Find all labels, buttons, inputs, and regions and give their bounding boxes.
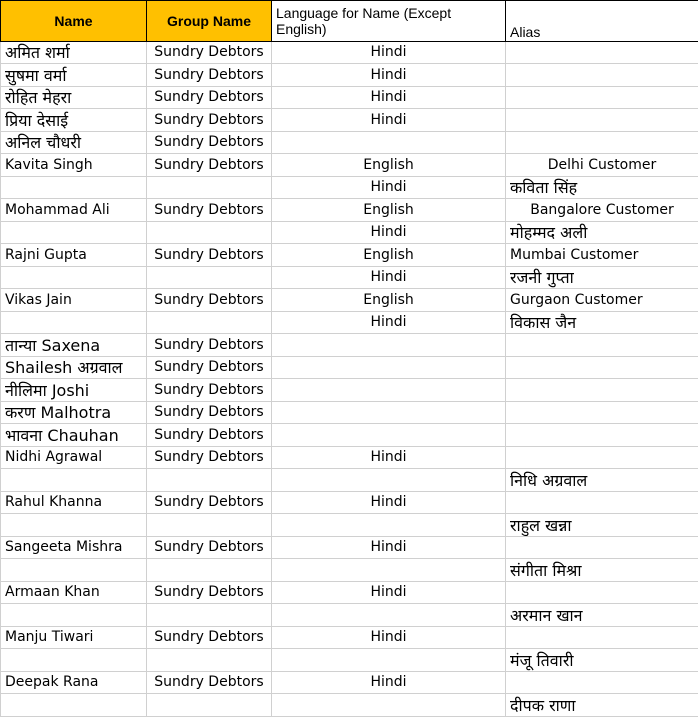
table-row (1, 132, 698, 154)
table-row (1, 177, 698, 199)
name-cell[interactable] (1, 559, 147, 582)
group-cell[interactable] (147, 469, 272, 492)
group-cell[interactable] (147, 177, 272, 199)
alias-cell[interactable] (506, 42, 698, 64)
table-row (1, 244, 698, 267)
language-cell[interactable] (272, 424, 506, 447)
table-row (1, 154, 698, 177)
table-row (1, 289, 698, 312)
table-row (1, 379, 698, 402)
alias-cell[interactable] (506, 627, 698, 649)
table-row (1, 672, 698, 694)
table-row (1, 334, 698, 357)
name-cell[interactable]: करण Malhotra (1, 402, 147, 424)
alias-cell[interactable]: रजनी गुप्ता (506, 267, 698, 289)
name-cell[interactable]: Sangeeta Mishra (1, 537, 147, 559)
alias-cell[interactable]: Gurgaon Customer (506, 289, 698, 312)
name-cell[interactable]: Manju Tiwari (1, 627, 147, 649)
name-cell[interactable]: सुषमा वर्मा (1, 64, 147, 87)
alias-cell[interactable]: मंजू तिवारी (506, 649, 698, 672)
alias-cell[interactable] (506, 492, 698, 514)
group-cell[interactable]: Sundry Debtors (147, 627, 272, 649)
table-row (1, 42, 698, 64)
alias-cell[interactable] (506, 87, 698, 109)
language-cell[interactable]: Hindi (272, 177, 506, 199)
group-cell[interactable] (147, 559, 272, 582)
group-cell[interactable] (147, 604, 272, 627)
group-cell[interactable] (147, 267, 272, 289)
group-cell[interactable]: Sundry Debtors (147, 537, 272, 559)
alias-cell[interactable]: Mumbai Customer (506, 244, 698, 267)
table-row (1, 447, 698, 469)
name-cell[interactable]: Nidhi Agrawal (1, 447, 147, 469)
alias-cell[interactable] (506, 132, 698, 154)
language-cell[interactable] (272, 334, 506, 357)
alias-cell[interactable] (506, 64, 698, 87)
alias-cell[interactable] (506, 447, 698, 469)
language-cell[interactable]: Hindi (272, 447, 506, 469)
header-alias[interactable]: Alias (506, 1, 698, 42)
name-cell[interactable]: Vikas Jain (1, 289, 147, 312)
language-cell[interactable]: Hindi (272, 109, 506, 132)
table-row (1, 649, 698, 672)
name-cell[interactable] (1, 267, 147, 289)
language-cell[interactable]: Hindi (272, 267, 506, 289)
table-row (1, 604, 698, 627)
name-cell[interactable] (1, 649, 147, 672)
name-cell[interactable] (1, 694, 147, 717)
group-cell[interactable] (147, 694, 272, 717)
language-cell[interactable]: Hindi (272, 42, 506, 64)
language-cell[interactable]: English (272, 154, 506, 177)
group-cell[interactable] (147, 312, 272, 334)
language-cell[interactable]: Hindi (272, 582, 506, 604)
alias-cell[interactable]: विकास जैन (506, 312, 698, 334)
table-row (1, 559, 698, 582)
name-cell[interactable]: अनिल चौधरी (1, 132, 147, 154)
header-row (1, 1, 698, 42)
language-cell[interactable] (272, 694, 506, 717)
alias-cell[interactable]: कविता सिंह (506, 177, 698, 199)
name-cell[interactable]: तान्या Saxena (1, 334, 147, 357)
language-cell[interactable]: Hindi (272, 87, 506, 109)
group-cell[interactable]: Sundry Debtors (147, 357, 272, 379)
table-row (1, 199, 698, 222)
name-cell[interactable]: Kavita Singh (1, 154, 147, 177)
group-cell[interactable]: Sundry Debtors (147, 289, 272, 312)
table-row (1, 424, 698, 447)
table-row (1, 627, 698, 649)
language-cell[interactable] (272, 132, 506, 154)
alias-cell[interactable]: संगीता मिश्रा (506, 559, 698, 582)
name-cell[interactable] (1, 222, 147, 244)
table-row (1, 694, 698, 717)
group-cell[interactable]: Sundry Debtors (147, 42, 272, 64)
alias-cell[interactable] (506, 672, 698, 694)
alias-cell[interactable]: Delhi Customer (506, 154, 698, 177)
alias-cell[interactable]: मोहम्मद अली (506, 222, 698, 244)
group-cell[interactable] (147, 222, 272, 244)
name-cell[interactable]: Mohammad Ali (1, 199, 147, 222)
language-cell[interactable]: Hindi (272, 222, 506, 244)
name-cell[interactable] (1, 312, 147, 334)
group-cell[interactable]: Sundry Debtors (147, 132, 272, 154)
table-row (1, 492, 698, 514)
group-cell[interactable]: Sundry Debtors (147, 64, 272, 87)
language-cell[interactable]: Hindi (272, 537, 506, 559)
name-cell[interactable] (1, 469, 147, 492)
alias-cell[interactable]: Bangalore Customer (506, 199, 698, 222)
name-cell[interactable]: Deepak Rana (1, 672, 147, 694)
sheet-body (1, 42, 698, 717)
group-cell[interactable]: Sundry Debtors (147, 492, 272, 514)
name-cell[interactable]: प्रिया देसाई (1, 109, 147, 132)
language-cell[interactable] (272, 604, 506, 627)
table-row (1, 357, 698, 379)
alias-cell[interactable] (506, 334, 698, 357)
group-cell[interactable]: Sundry Debtors (147, 109, 272, 132)
language-cell[interactable] (272, 559, 506, 582)
alias-cell[interactable]: राहुल खन्ना (506, 514, 698, 537)
name-cell[interactable]: Rahul Khanna (1, 492, 147, 514)
language-cell[interactable] (272, 379, 506, 402)
name-cell[interactable] (1, 514, 147, 537)
alias-cell[interactable] (506, 424, 698, 447)
table-row (1, 514, 698, 537)
name-cell[interactable]: नीलिमा Joshi (1, 379, 147, 402)
alias-cell[interactable]: दीपक राणा (506, 694, 698, 717)
language-cell[interactable] (272, 469, 506, 492)
group-cell[interactable] (147, 514, 272, 537)
language-cell[interactable]: Hindi (272, 312, 506, 334)
alias-cell[interactable] (506, 537, 698, 559)
alias-cell[interactable] (506, 379, 698, 402)
group-cell[interactable]: Sundry Debtors (147, 87, 272, 109)
group-cell[interactable]: Sundry Debtors (147, 154, 272, 177)
group-cell[interactable]: Sundry Debtors (147, 424, 272, 447)
name-cell[interactable]: Rajni Gupta (1, 244, 147, 267)
language-cell[interactable]: Hindi (272, 492, 506, 514)
table-row (1, 582, 698, 604)
language-cell[interactable]: Hindi (272, 627, 506, 649)
table-row (1, 312, 698, 334)
group-cell[interactable]: Sundry Debtors (147, 582, 272, 604)
alias-cell[interactable] (506, 402, 698, 424)
group-cell[interactable]: Sundry Debtors (147, 379, 272, 402)
language-cell[interactable] (272, 402, 506, 424)
alias-cell[interactable] (506, 109, 698, 132)
group-cell[interactable]: Sundry Debtors (147, 334, 272, 357)
name-cell[interactable] (1, 177, 147, 199)
name-cell[interactable]: Shailesh अग्रवाल (1, 357, 147, 379)
table-row (1, 267, 698, 289)
table-row (1, 222, 698, 244)
name-cell[interactable] (1, 604, 147, 627)
alias-cell[interactable] (506, 582, 698, 604)
group-cell[interactable]: Sundry Debtors (147, 244, 272, 267)
name-cell[interactable]: भावना Chauhan (1, 424, 147, 447)
header-name[interactable]: Name (1, 1, 147, 42)
table-row (1, 109, 698, 132)
table-row (1, 64, 698, 87)
group-cell[interactable]: Sundry Debtors (147, 672, 272, 694)
alias-cell[interactable]: निधि अग्रवाल (506, 469, 698, 492)
language-cell[interactable]: Hindi (272, 672, 506, 694)
name-cell[interactable]: अमित शर्मा (1, 42, 147, 64)
name-cell[interactable]: Armaan Khan (1, 582, 147, 604)
group-cell[interactable] (147, 649, 272, 672)
table-row (1, 469, 698, 492)
group-cell[interactable]: Sundry Debtors (147, 199, 272, 222)
table-row (1, 537, 698, 559)
language-cell[interactable]: English (272, 289, 506, 312)
language-cell[interactable]: Hindi (272, 64, 506, 87)
group-cell[interactable]: Sundry Debtors (147, 447, 272, 469)
name-cell[interactable]: रोहित मेहरा (1, 87, 147, 109)
language-cell[interactable]: English (272, 244, 506, 267)
language-cell[interactable]: English (272, 199, 506, 222)
language-cell[interactable] (272, 357, 506, 379)
header-language[interactable]: Language for Name (Except English) (272, 1, 506, 42)
group-cell[interactable]: Sundry Debtors (147, 402, 272, 424)
alias-cell[interactable]: अरमान खान (506, 604, 698, 627)
alias-cell[interactable] (506, 357, 698, 379)
language-cell[interactable] (272, 514, 506, 537)
table-row (1, 402, 698, 424)
language-cell[interactable] (272, 649, 506, 672)
header-group-name[interactable]: Group Name (147, 1, 272, 42)
table-row (1, 87, 698, 109)
